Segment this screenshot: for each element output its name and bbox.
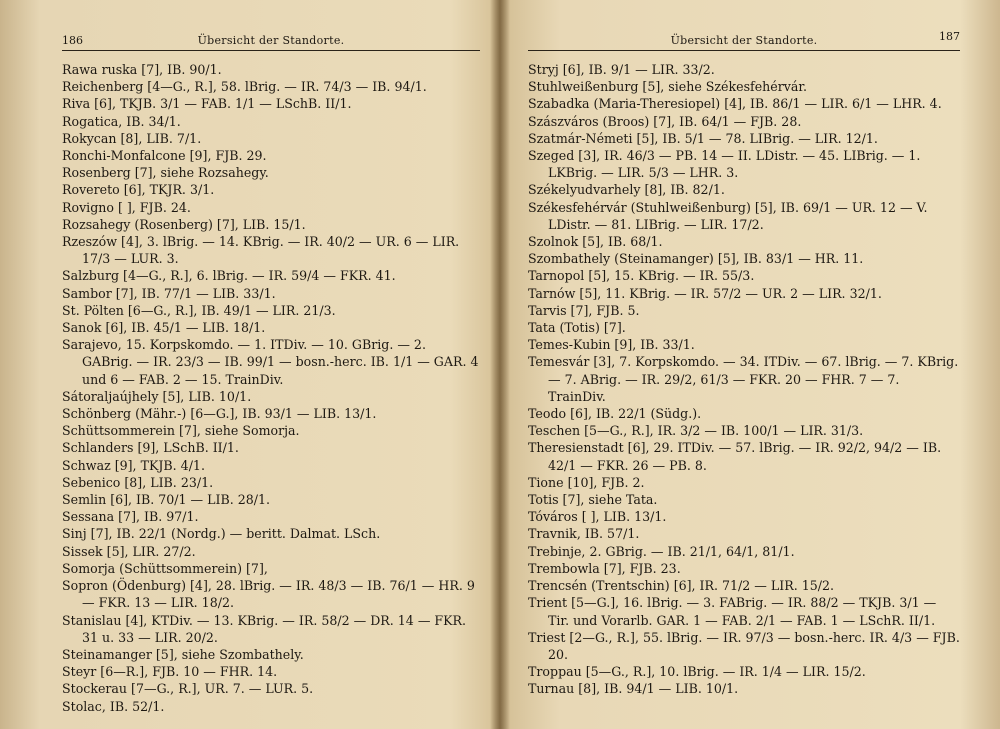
location-entry: Sinj [7], IB. 22/1 (Nordg.) — beritt. Dalmat. LSch. — [62, 526, 381, 542]
left-page-header — [62, 30, 480, 51]
running-title: Übersicht der Standorte. — [670, 34, 818, 47]
location-entry: Szatmár-Németi [5], IB. 5/1 — 78. LIBrig. — LIR. 12/1. — [528, 130, 878, 146]
location-entry: Semlin [6], IB. 70/1 — LIB. 28/1. — [62, 492, 271, 508]
location-entry: Székesfehérvár (Stuhlweißenburg) [5], IB. 69/1 — UR. 12 — V. LDistr. — 81. LIBrig. — LIR. 17/2. — [528, 199, 928, 232]
location-entry: Sambor [7], IB. 77/1 — LIB. 33/1. — [62, 285, 276, 301]
location-entry: Szabadka (Maria-Theresiopel) [4], IB. 86/1 — LIR. 6/1 — LHR. 4. — [528, 96, 942, 112]
location-entry: Sissek [5], LIR. 27/2. — [62, 543, 196, 559]
location-entry: Schwaz [9], TKJB. 4/1. — [62, 457, 205, 473]
location-entry: Somorja (Schüttsommerein) [7], — [62, 560, 268, 576]
location-entry: Salzburg [4—G., R.], 6. lBrig. — IR. 59/4 — FKR. 41. — [62, 268, 396, 284]
location-entry: Turnau [8], IB. 94/1 — LIB. 10/1. — [528, 681, 739, 697]
location-entry: Totis [7], siehe Tata. — [528, 492, 658, 508]
location-entry: Stuhlweißenburg [5], siehe Székesfehérvár. — [528, 79, 808, 95]
location-entry: Stockerau [7—G., R.], UR. 7. — LUR. 5. — [62, 681, 314, 697]
location-entry: Sarajevo, 15. Korpskomdo. — 1. ITDiv. — 10. GBrig. — 2. GABrig. — IR. 23/3 — IB. 99/1 — bosn.-herc. IB. 1/1 — GAR. 4 und 6 — FAB. 2 — 15. TrainDiv. — [62, 337, 479, 387]
location-entry: Tóváros [ ], LIB. 13/1. — [528, 509, 667, 525]
location-entry: Trencsén (Trentschin) [6], IR. 71/2 — LIR. 15/2. — [528, 578, 835, 594]
entry-list — [62, 61, 480, 715]
location-entry: Ronchi-Monfalcone [9], FJB. 29. — [62, 148, 267, 164]
location-entry: Temes-Kubin [9], IB. 33/1. — [528, 337, 695, 353]
location-entry: Rogatica, IB. 34/1. — [62, 113, 181, 129]
location-entry: Szolnok [5], IB. 68/1. — [528, 234, 663, 250]
location-entry: Stolac, IB. 52/1. — [62, 698, 165, 714]
location-entry: Reichenberg [4—G., R.], 58. lBrig. — IR. 74/3 — IB. 94/1. — [62, 79, 427, 95]
location-entry: Troppau [5—G., R.], 10. lBrig. — IR. 1/4 — LIR. 15/2. — [528, 664, 866, 680]
location-entry: Tarvis [7], FJB. 5. — [528, 302, 640, 318]
location-entry: Rosenberg [7], siehe Rozsahegy. — [62, 165, 269, 181]
location-entry: Steinamanger [5], siehe Szombathely. — [62, 646, 304, 662]
entry-list — [528, 61, 960, 698]
location-entry: Sátoraljaújhely [5], LIB. 10/1. — [62, 388, 252, 404]
page-number: 186 — [62, 34, 83, 47]
location-entry: Teodo [6], IB. 22/1 (Südg.). — [528, 406, 702, 422]
location-entry: Szászváros (Broos) [7], IB. 64/1 — FJB. 28. — [528, 113, 802, 129]
location-entry: Riva [6], TKJB. 3/1 — FAB. 1/1 — LSchB. II/1. — [62, 96, 352, 112]
running-title: Übersicht der Standorte. — [197, 34, 345, 47]
location-entry: Szeged [3], IR. 46/3 — PB. 14 — II. LDistr. — 45. LIBrig. — 1. LKBrig. — LIR. 5/3 — LHR. 3. — [528, 148, 921, 181]
location-entry: Székelyudvarhely [8], IB. 82/1. — [528, 182, 725, 198]
location-entry: Sebenico [8], LIB. 23/1. — [62, 474, 214, 490]
location-entry: Tata (Totis) [7]. — [528, 320, 626, 336]
location-entry: Teschen [5—G., R.], IR. 3/2 — IB. 100/1 — LIR. 31/3. — [528, 423, 864, 439]
location-entry: Trebinje, 2. GBrig. — IB. 21/1, 64/1, 81/1. — [528, 543, 795, 559]
location-entry: Rawa ruska [7], IB. 90/1. — [62, 62, 222, 77]
page-number: 187 — [939, 30, 960, 43]
location-entry: Steyr [6—R.], FJB. 10 — FHR. 14. — [62, 664, 278, 680]
location-entry: Tione [10], FJB. 2. — [528, 474, 645, 490]
location-entry: Travnik, IB. 57/1. — [528, 526, 640, 542]
location-entry: Sanok [6], IB. 45/1 — LIB. 18/1. — [62, 320, 266, 336]
location-entry: Rovigno [ ], FJB. 24. — [62, 199, 191, 215]
location-entry: Rozsahegy (Rosenberg) [7], LIB. 15/1. — [62, 216, 306, 232]
location-entry: Sopron (Ödenburg) [4], 28. lBrig. — IR. 48/3 — IB. 76/1 — HR. 9 — FKR. 13 — LIR. 18/2. — [62, 578, 475, 611]
right-page — [500, 0, 1000, 729]
location-entry: St. Pölten [6—G., R.], IB. 49/1 — LIR. 21/3. — [62, 302, 336, 318]
location-entry: Tarnopol [5], 15. KBrig. — IR. 55/3. — [528, 268, 755, 284]
location-entry: Rovereto [6], TKJR. 3/1. — [62, 182, 215, 198]
location-entry: Triest [2—G., R.], 55. lBrig. — IR. 97/3 — bosn.-herc. IR. 4/3 — FJB. 20. — [528, 629, 960, 662]
location-entry: Trient [5—G.], 16. lBrig. — 3. FABrig. — IR. 88/2 — TKJB. 3/1 — Tir. und Vorarlb. GAR. 1 — FAB. 2/1 — FAB. 1 — LSchR. II/1. — [528, 595, 937, 628]
location-entry: Tarnów [5], 11. KBrig. — IR. 57/2 — UR. 2 — LIR. 32/1. — [528, 285, 882, 301]
location-entry: Sessana [7], IB. 97/1. — [62, 509, 199, 525]
location-entry: Szombathely (Steinamanger) [5], IB. 83/1 — HR. 11. — [528, 251, 864, 267]
location-entry: Rokycan [8], LIB. 7/1. — [62, 130, 202, 146]
book-spine — [490, 0, 510, 729]
location-entry: Stryj [6], IB. 9/1 — LIR. 33/2. — [528, 62, 715, 77]
location-entry: Schönberg (Mähr.-) [6—G.], IB. 93/1 — LIB. 13/1. — [62, 406, 377, 422]
location-entry: Temesvár [3], 7. Korpskomdo. — 34. ITDiv. — 67. lBrig. — 7. KBrig. — 7. ABrig. — IR. 29/2, 61/3 — FKR. 20 — FHR. 7 — 7. TrainDiv. — [528, 354, 959, 404]
location-entry: Trembowla [7], FJB. 23. — [528, 560, 681, 576]
location-entry: Theresienstadt [6], 29. ITDiv. — 57. lBrig. — IR. 92/2, 94/2 — IB. 42/1 — FKR. 26 — PB. 8. — [528, 440, 942, 473]
location-entry: Rzeszów [4], 3. lBrig. — 14. KBrig. — IR. 40/2 — UR. 6 — LIR. 17/3 — LUR. 3. — [62, 234, 460, 267]
location-entry: Schlanders [9], LSchB. II/1. — [62, 440, 239, 456]
location-entry: Schüttsommerein [7], siehe Somorja. — [62, 423, 300, 439]
location-entry: Stanislau [4], KTDiv. — 13. KBrig. — IR. 58/2 — DR. 14 — FKR. 31 u. 33 — LIR. 20/2. — [62, 612, 467, 645]
right-page-header — [528, 30, 960, 51]
